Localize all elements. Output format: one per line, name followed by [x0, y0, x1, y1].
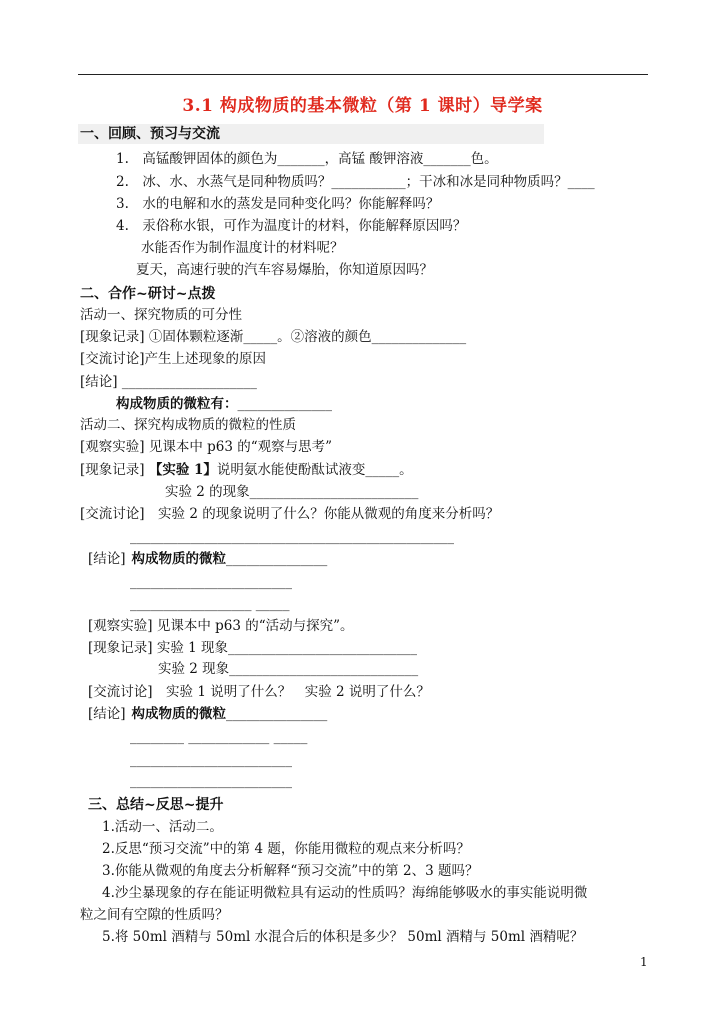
observation-label: [现象记录]: [80, 462, 149, 478]
question-1: 1. 高锰酸钾固体的颜色为_______，高锰 酸钾溶液_______色。: [116, 151, 498, 167]
conclusion-label: [结论]: [88, 551, 126, 567]
conclusion-blank: _______________: [226, 551, 328, 567]
activity2-blank-2: ________________________: [130, 574, 292, 590]
activity2-title: 活动二、探究构成物质的微粒的性质: [80, 417, 296, 433]
question-4: 4. 汞俗称水银，可作为温度计的材料，你能解释原因吗？: [116, 218, 467, 234]
activity1-discussion: [交流讨论]产生上述现象的原因: [80, 351, 267, 367]
header-rule: [78, 74, 648, 75]
summary-4b: 粒之间有空隙的性质吗？: [80, 907, 229, 923]
activity3-conclusion: [88, 705, 327, 723]
summary-5: 5.将 50ml 酒精与 50ml 水混合后的体积是多少？ 50ml 酒精与 50ml 酒精呢？: [102, 929, 584, 945]
activity1-observation: [现象记录] ①固体颗粒逐渐_____。②溶液的颜色______________: [80, 329, 467, 345]
summary-4: 4.沙尘暴现象的存在能证明微粒具有运动的性质吗？海绵能够吸水的事实能说明微: [102, 885, 588, 901]
particles-line: [116, 395, 332, 413]
activity3-observation-1: [现象记录] 实验 1 现象____________________________: [88, 640, 417, 656]
conclusion-bold: 构成物质的微粒: [131, 551, 227, 567]
conclusion-label: [结论]: [88, 706, 126, 722]
activity2-observation-2: 实验 2 的现象_________________________: [165, 484, 419, 500]
activity1-title: 活动一、探究物质的可分性: [80, 307, 242, 323]
activity2-blank-3: __________________ _____: [130, 596, 290, 612]
activity3-blank-4: ________________________: [130, 773, 292, 789]
activity2-discussion: [交流讨论] 实验 2 的现象说明了什么？你能从微观的角度来分析吗？: [80, 506, 500, 522]
activity3-experiment: [观察实验] 见课本中 p63 的“活动与探究”。: [88, 618, 354, 634]
section2-heading: 二、合作~研讨~点拨: [80, 286, 216, 302]
activity3-observation-2: 实验 2 现象____________________________: [158, 661, 419, 677]
question-2: 2. 冰、水、水蒸气是同种物质吗？___________；干冰和冰是同种物质吗？____: [116, 174, 595, 190]
particles-blank: ______________: [237, 396, 332, 412]
question-4c: 夏天，高速行驶的汽车容易爆胎，你知道原因吗？: [136, 262, 433, 278]
activity3-blank-2: ________ ____________ _____: [130, 729, 308, 745]
summary-2: 2.反思“预习交流”中的第 4 题，你能用微粒的观点来分析吗？: [102, 841, 470, 857]
section3-heading: 三、总结~反思~提升: [88, 797, 224, 813]
activity1-conclusion: [结论] ____________________: [80, 374, 257, 390]
activity2-observation-1: [80, 461, 413, 479]
experiment-1-tag: 【实验 1】: [148, 462, 217, 478]
activity2-conclusion: [88, 550, 327, 568]
page-title: 3.1 构成物质的基本微粒（第 1 课时）导学案: [182, 96, 543, 116]
particles-label: 构成物质的微粒有：: [116, 396, 238, 412]
activity2-experiment: [观察实验] 见课本中 p63 的“观察与思考”: [80, 439, 333, 455]
conclusion-bold: 构成物质的微粒: [131, 706, 227, 722]
activity3-discussion: [交流讨论] 实验 1 说明了什么？ 实验 2 说明了什么？: [88, 684, 430, 700]
page-number: 1: [640, 955, 648, 969]
activity2-discussion-blank: ________________________________________________: [130, 529, 454, 545]
summary-1: 1.活动一、活动二。: [102, 819, 223, 835]
activity3-blank-3: ________________________: [130, 752, 292, 768]
question-4b: 水能否作为制作温度计的材料呢？: [141, 240, 344, 256]
question-3: 3. 水的电解和水的蒸发是同种变化吗？你能解释吗？: [116, 196, 440, 212]
conclusion-blank: _______________: [226, 706, 328, 722]
summary-3: 3.你能从微观的角度去分析解释“预习交流”中的第 2、3 题吗？: [102, 863, 479, 879]
observation-text: 说明氨水能使酚酞试液变_____。: [216, 462, 413, 478]
section1-heading: 一、回顾、预习与交流: [80, 126, 220, 142]
